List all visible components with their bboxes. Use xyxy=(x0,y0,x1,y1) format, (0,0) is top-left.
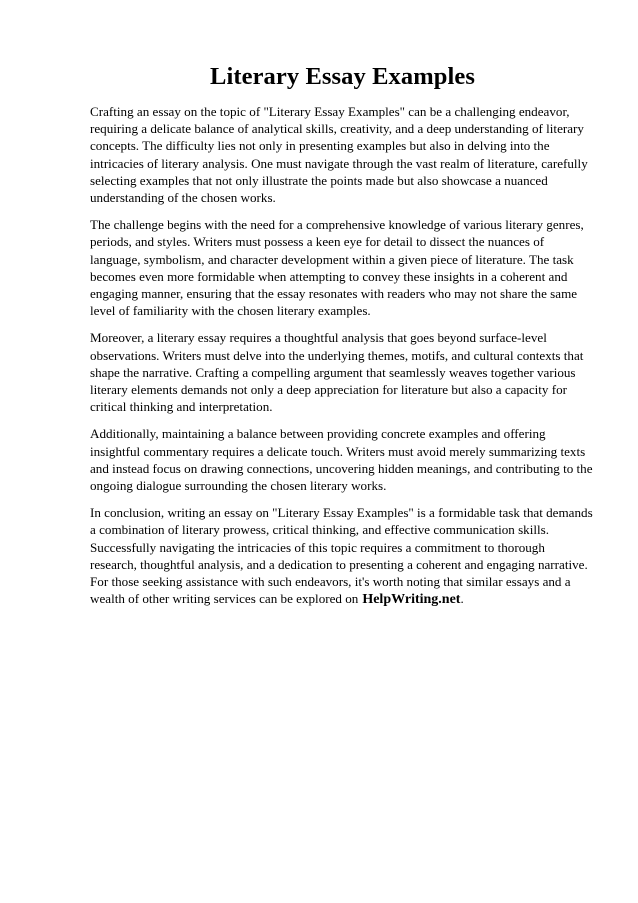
paragraph-4: Additionally, maintaining a balance between providing concrete examples and offering insightful commentary requires a delicate touch. Writers must avoid merely summarizing texts and instead focus on drawing connections, uncovering hidden meanings, and contributing to the ongoing dialogue surrounding the chosen literary works. xyxy=(90,426,593,494)
conclusion-period: . xyxy=(460,591,464,607)
document-page xyxy=(90,0,595,618)
essay-body xyxy=(90,103,595,608)
paragraph-conclusion xyxy=(90,504,595,608)
paragraph-2: The challenge begins with the need for a comprehensive knowledge of various literary genres, periods, and styles. Writers must possess a keen eye for detail to dissect the nuances of language, symbolism, and character development within a given piece of literature. The task becomes even more formidable when attempting to convey these insights in a coherent and engaging manner, ensuring that the essay resonates with readers who may not share the same level of familiarity with the chosen literary examples. xyxy=(90,217,584,319)
page-title: Literary Essay Examples xyxy=(210,63,475,90)
paragraph-1: Crafting an essay on the topic of "Literary Essay Examples" can be a challenging endeavor, requiring a delicate balance of analytical skills, creativity, and a deep understanding of literary concepts. The difficulty lies not only in presenting examples but also in delving into the intricacies of literary analysis. One must navigate through the vast realm of literature, carefully selecting examples that not only illustrate the points made but also showcase a nuanced understanding of the chosen works. xyxy=(90,104,588,206)
paragraph-3: Moreover, a literary essay requires a thoughtful analysis that goes beyond surface-level observations. Writers must delve into the underlying themes, motifs, and cultural contexts that shape the narrative. Crafting a compelling argument that seamlessly weaves together various literary elements demands not only a deep appreciation for literature but also a capacity for critical thinking and interpretation. xyxy=(90,330,584,415)
helpwriting-link[interactable]: HelpWriting.net xyxy=(362,592,461,608)
conclusion-text: In conclusion, writing an essay on "Literary Essay Examples" is a formidable task that demands a combination of literary prowess, critical thinking, and effective communication skills. Successfully navigating the intricacies of this topic requires a commitment to thorough research, thoughtful analysis, and a dedication to presenting a coherent and engaging narrative. For those seeking assistance with such endeavors, it's worth noting that similar essays and a wealth of other writing services can be explored on xyxy=(90,505,593,607)
